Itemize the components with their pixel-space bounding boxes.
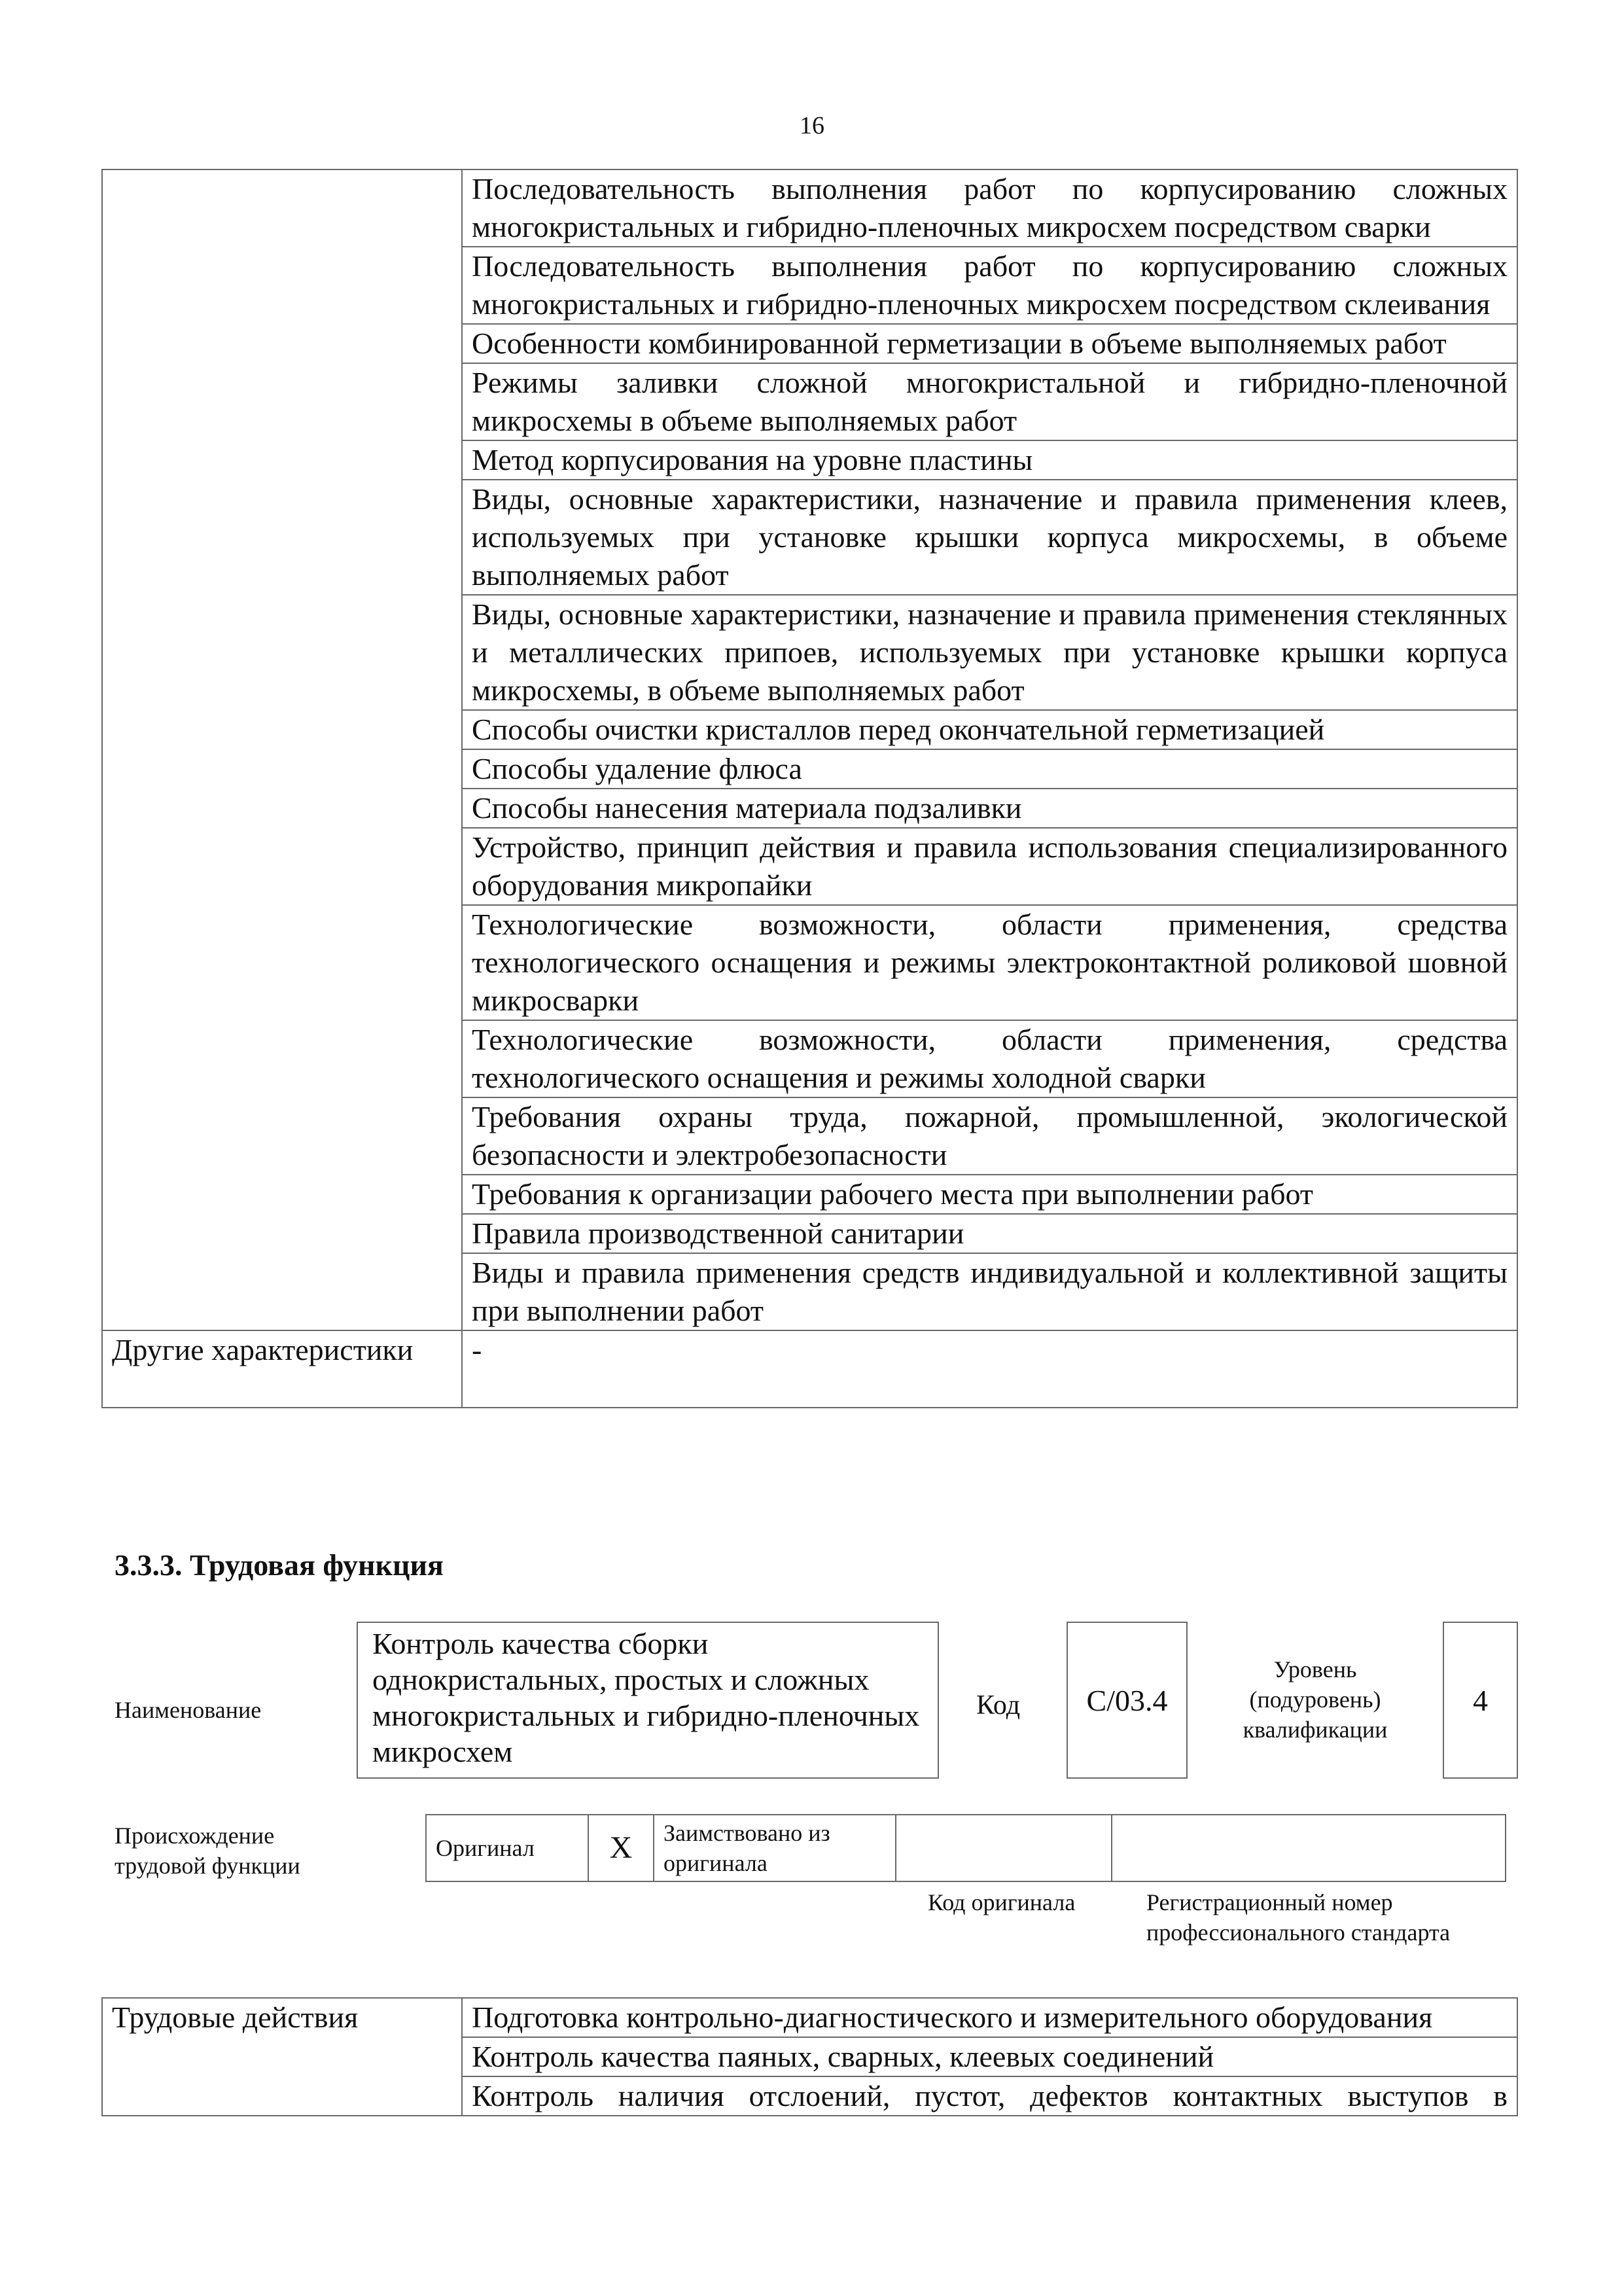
code-value-box: C/03.4: [1067, 1622, 1188, 1779]
knowledge-item: Требования охраны труда, пожарной, промышленной, экологической безопасности и электробезопасности: [462, 1097, 1517, 1175]
section-title: Трудовая функция: [190, 1548, 444, 1582]
table-row: [102, 1330, 1517, 1408]
knowledge-item: Технологические возможности, области применения, средства технологического оснащения и режимы электроконтактной роликовой шовной микросварки: [462, 905, 1517, 1020]
page-number: 16: [800, 112, 824, 139]
action-item: Подготовка контрольно-диагностического и измерительного оборудования: [462, 1998, 1517, 2037]
table-row: [102, 169, 1517, 247]
table-row: [102, 1998, 1517, 2037]
actions-label: Трудовые действия: [102, 1998, 462, 2116]
knowledge-item: Виды, основные характеристики, назначение и правила применения клеев, используемых при установке крышки корпуса микросхемы, в объеме выполняемых работ: [462, 480, 1517, 595]
knowledge-item: Режимы заливки сложной многокристальной и гибридно-пленочной микросхемы в объеме выполняемых работ: [462, 363, 1517, 440]
table-label-cell-empty: [102, 169, 462, 1330]
borrowed-label: Заимствовано из оригинала: [654, 1815, 896, 1881]
table-row: [426, 1815, 1506, 1881]
section-heading: [115, 1548, 444, 1582]
registration-number-cell: [1112, 1815, 1506, 1881]
knowledge-item: Метод корпусирования на уровне пластины: [462, 440, 1517, 480]
knowledge-item: Виды и правила применения средств индивидуальной и коллективной защиты при выполнении работ: [462, 1253, 1517, 1330]
action-item: Контроль наличия отслоений, пустот, дефектов контактных выступов в: [462, 2076, 1517, 2116]
other-characteristics-value: -: [462, 1330, 1517, 1408]
knowledge-item: Виды, основные характеристики, назначение и правила применения стеклянных и металлических припоев, используемых при установке крышки корпуса микросхемы, в объеме выполняемых работ: [462, 595, 1517, 710]
qualification-level-box: 4: [1443, 1622, 1518, 1779]
origin-table: [425, 1814, 1506, 1882]
registration-number-caption: Регистрационный номер профессионального стандарта: [1146, 1889, 1451, 1946]
actions-table: [101, 1997, 1518, 2116]
original-code-caption: Код оригинала: [928, 1889, 1076, 1915]
other-characteristics-label: Другие характеристики: [102, 1330, 462, 1408]
original-mark: X: [588, 1815, 654, 1881]
action-item: Контроль качества паяных, сварных, клеевых соединений: [462, 2037, 1517, 2076]
knowledge-item: Требования к организации рабочего места при выполнении работ: [462, 1175, 1517, 1214]
knowledge-item: Последовательность выполнения работ по корпусированию сложных многокристальных и гибридно-пленочных микросхем посредством склеивания: [462, 247, 1517, 324]
original-label: Оригинал: [426, 1815, 588, 1881]
knowledge-item: Особенности комбинированной герметизации в объеме выполняемых работ: [462, 324, 1517, 363]
original-code-cell: [896, 1815, 1112, 1881]
name-label: Наименование: [115, 1697, 262, 1723]
section-number: 3.3.3.: [115, 1548, 183, 1582]
qualification-level-label: Уровень (подуровень) квалификации: [1243, 1656, 1388, 1743]
knowledge-item: Технологические возможности, области применения, средства технологического оснащения и режимы холодной сварки: [462, 1020, 1517, 1097]
knowledge-item: Правила производственной санитарии: [462, 1214, 1517, 1253]
knowledge-item: Устройство, принцип действия и правила использования специализированного оборудования микропайки: [462, 828, 1517, 905]
knowledge-item: Способы очистки кристаллов перед окончательной герметизацией: [462, 710, 1517, 749]
function-name-box: Контроль качества сборки однокристальных, простых и сложных многокристальных и гибридно-пленочных микросхем: [357, 1622, 939, 1779]
knowledge-item: Последовательность выполнения работ по корпусированию сложных многокристальных и гибридно-пленочных микросхем посредством сварки: [462, 169, 1517, 247]
knowledge-table: [101, 169, 1518, 1408]
knowledge-item: Способы удаление флюса: [462, 749, 1517, 789]
knowledge-item: Способы нанесения материала подзаливки: [462, 789, 1517, 828]
origin-label: Происхождение трудовой функции: [115, 1823, 300, 1879]
code-label: Код: [976, 1690, 1021, 1720]
